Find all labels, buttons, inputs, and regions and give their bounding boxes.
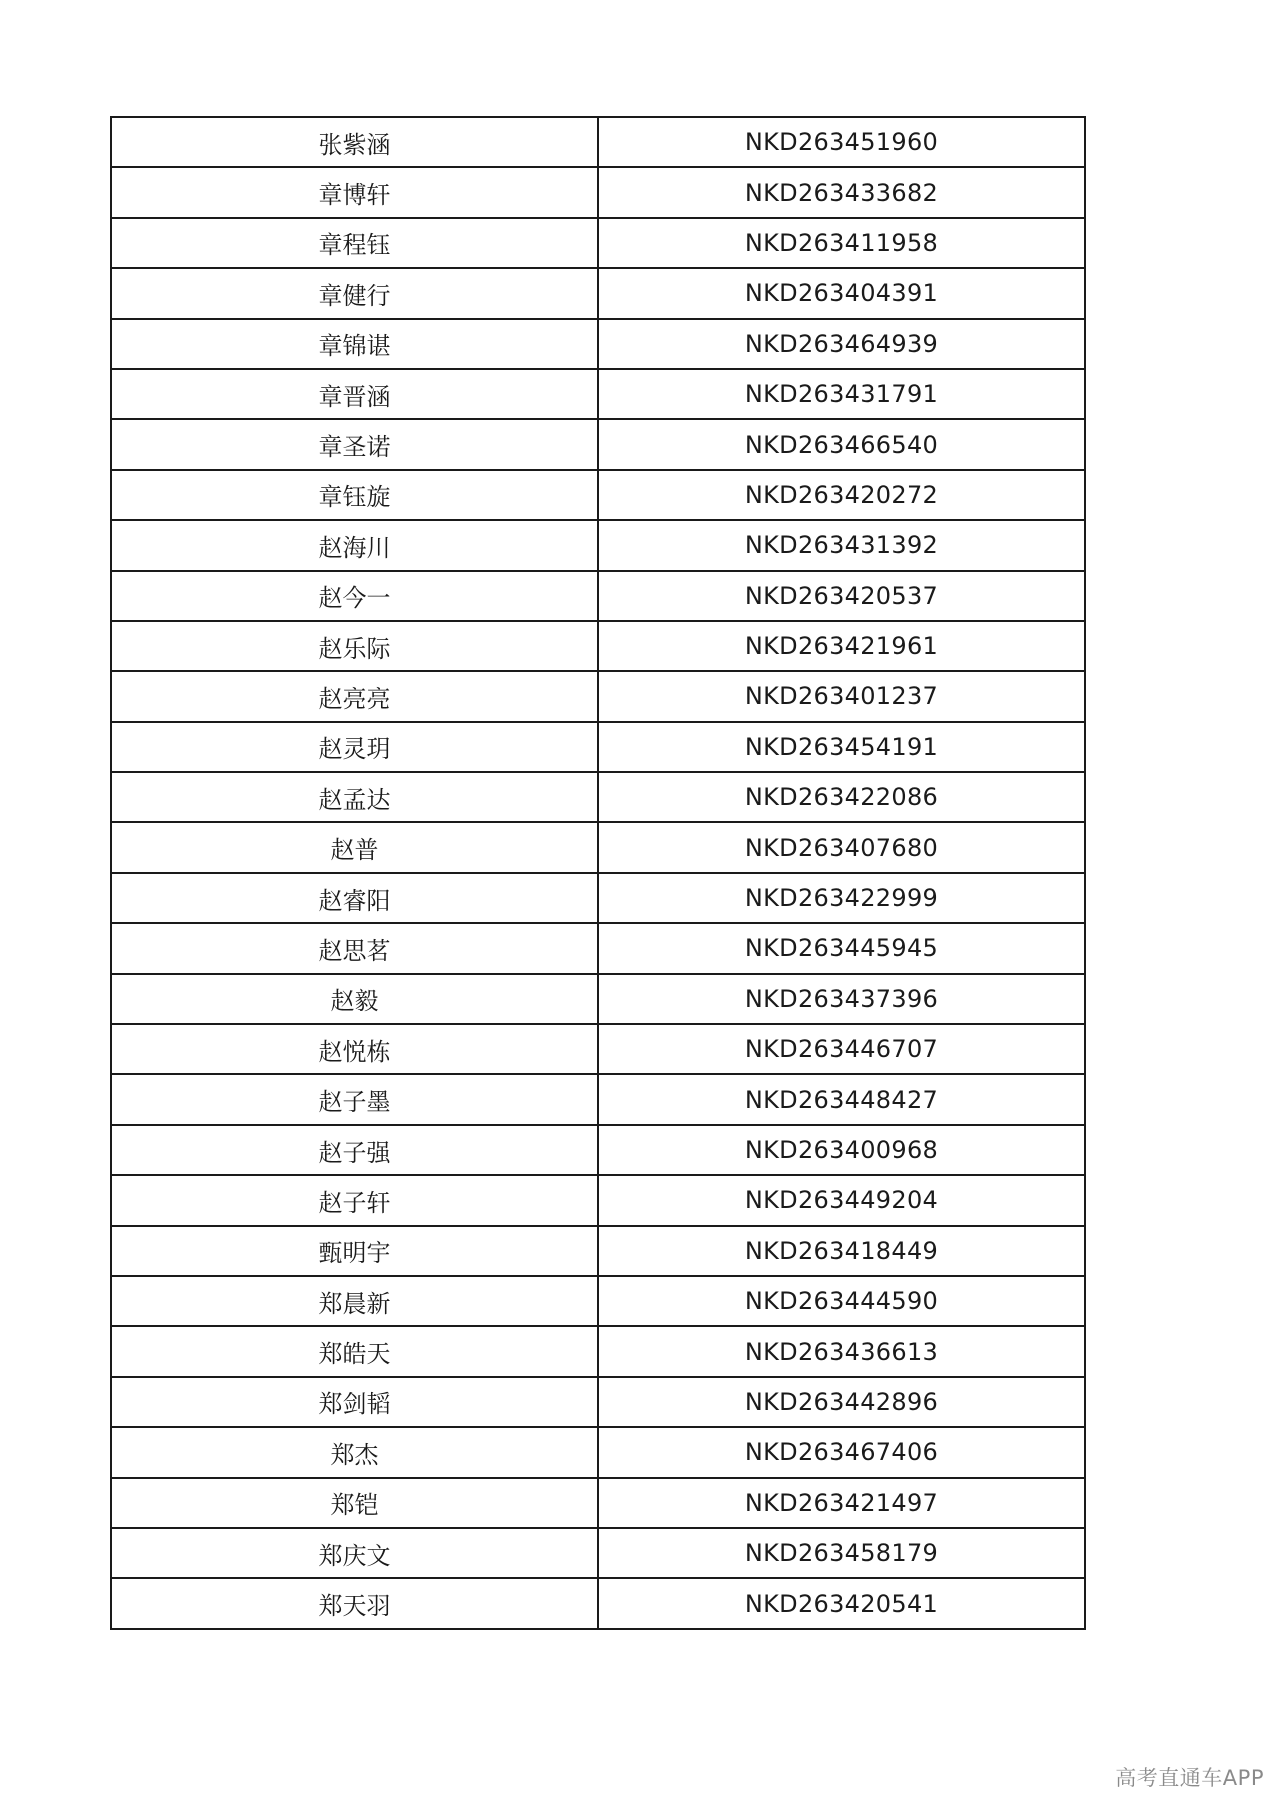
roster-table-body — [111, 117, 1085, 1629]
table-row — [111, 772, 1085, 822]
student-name-cell: 甄明宇 — [111, 1226, 598, 1276]
student-name-cell: 章锦谌 — [111, 319, 598, 369]
student-id-cell: NKD263464939 — [598, 319, 1085, 369]
student-id-cell: NKD263422999 — [598, 873, 1085, 923]
student-id-cell: NKD263448427 — [598, 1074, 1085, 1124]
watermark-text: 高考直通车APP — [1115, 1766, 1264, 1790]
student-id-cell: NKD263420541 — [598, 1578, 1085, 1628]
table-row — [111, 1024, 1085, 1074]
student-id-cell: NKD263445945 — [598, 923, 1085, 973]
student-id-cell: NKD263420537 — [598, 571, 1085, 621]
student-name-cell: 郑晨新 — [111, 1276, 598, 1326]
student-id-cell: NKD263431791 — [598, 369, 1085, 419]
student-name-cell: 郑皓天 — [111, 1326, 598, 1376]
student-name-cell: 郑剑韬 — [111, 1377, 598, 1427]
student-name-cell: 郑铠 — [111, 1478, 598, 1528]
student-name-cell: 赵睿阳 — [111, 873, 598, 923]
table-row — [111, 419, 1085, 469]
table-row — [111, 1478, 1085, 1528]
roster-table — [110, 116, 1086, 1630]
student-id-cell: NKD263458179 — [598, 1528, 1085, 1578]
table-row — [111, 117, 1085, 167]
student-name-cell: 章晋涵 — [111, 369, 598, 419]
student-id-cell: NKD263404391 — [598, 268, 1085, 318]
student-id-cell: NKD263454191 — [598, 722, 1085, 772]
student-name-cell: 章钰旋 — [111, 470, 598, 520]
student-id-cell: NKD263431392 — [598, 520, 1085, 570]
table-row — [111, 1326, 1085, 1376]
table-row — [111, 319, 1085, 369]
student-name-cell: 张紫涵 — [111, 117, 598, 167]
table-row — [111, 167, 1085, 217]
table-row — [111, 1377, 1085, 1427]
student-name-cell: 章圣诺 — [111, 419, 598, 469]
table-row — [111, 470, 1085, 520]
student-id-cell: NKD263421497 — [598, 1478, 1085, 1528]
student-id-cell: NKD263446707 — [598, 1024, 1085, 1074]
student-id-cell: NKD263420272 — [598, 470, 1085, 520]
table-row — [111, 1125, 1085, 1175]
table-row — [111, 1226, 1085, 1276]
table-row — [111, 974, 1085, 1024]
student-name-cell: 赵子强 — [111, 1125, 598, 1175]
student-name-cell: 赵子墨 — [111, 1074, 598, 1124]
student-id-cell: NKD263444590 — [598, 1276, 1085, 1326]
student-id-cell: NKD263401237 — [598, 671, 1085, 721]
table-row — [111, 873, 1085, 923]
table-row — [111, 671, 1085, 721]
table-row — [111, 621, 1085, 671]
table-row — [111, 1427, 1085, 1477]
table-row — [111, 923, 1085, 973]
student-id-cell: NKD263411958 — [598, 218, 1085, 268]
table-row — [111, 1074, 1085, 1124]
table-row — [111, 369, 1085, 419]
student-id-cell: NKD263437396 — [598, 974, 1085, 1024]
table-row — [111, 722, 1085, 772]
table-row — [111, 520, 1085, 570]
student-id-cell: NKD263467406 — [598, 1427, 1085, 1477]
student-id-cell: NKD263451960 — [598, 117, 1085, 167]
student-id-cell: NKD263418449 — [598, 1226, 1085, 1276]
table-row — [111, 1276, 1085, 1326]
table-row — [111, 1578, 1085, 1628]
student-id-cell: NKD263422086 — [598, 772, 1085, 822]
table-row — [111, 218, 1085, 268]
student-id-cell: NKD263400968 — [598, 1125, 1085, 1175]
table-row — [111, 1528, 1085, 1578]
student-name-cell: 赵灵玥 — [111, 722, 598, 772]
student-id-cell: NKD263466540 — [598, 419, 1085, 469]
student-id-cell: NKD263407680 — [598, 822, 1085, 872]
student-name-cell: 赵孟达 — [111, 772, 598, 822]
table-row — [111, 268, 1085, 318]
student-id-cell: NKD263433682 — [598, 167, 1085, 217]
table-row — [111, 822, 1085, 872]
student-name-cell: 章博轩 — [111, 167, 598, 217]
student-name-cell: 赵普 — [111, 822, 598, 872]
student-name-cell: 赵子轩 — [111, 1175, 598, 1225]
student-name-cell: 赵海川 — [111, 520, 598, 570]
student-id-cell: NKD263436613 — [598, 1326, 1085, 1376]
student-name-cell: 赵乐际 — [111, 621, 598, 671]
student-name-cell: 章健行 — [111, 268, 598, 318]
student-id-cell: NKD263449204 — [598, 1175, 1085, 1225]
student-name-cell: 赵今一 — [111, 571, 598, 621]
student-name-cell: 赵思茗 — [111, 923, 598, 973]
student-name-cell: 郑庆文 — [111, 1528, 598, 1578]
student-id-cell: NKD263442896 — [598, 1377, 1085, 1427]
table-row — [111, 1175, 1085, 1225]
student-name-cell: 赵悦栋 — [111, 1024, 598, 1074]
student-name-cell: 赵毅 — [111, 974, 598, 1024]
student-name-cell: 章程钰 — [111, 218, 598, 268]
student-name-cell: 赵亮亮 — [111, 671, 598, 721]
student-name-cell: 郑天羽 — [111, 1578, 598, 1628]
table-row — [111, 571, 1085, 621]
student-id-cell: NKD263421961 — [598, 621, 1085, 671]
student-name-cell: 郑杰 — [111, 1427, 598, 1477]
